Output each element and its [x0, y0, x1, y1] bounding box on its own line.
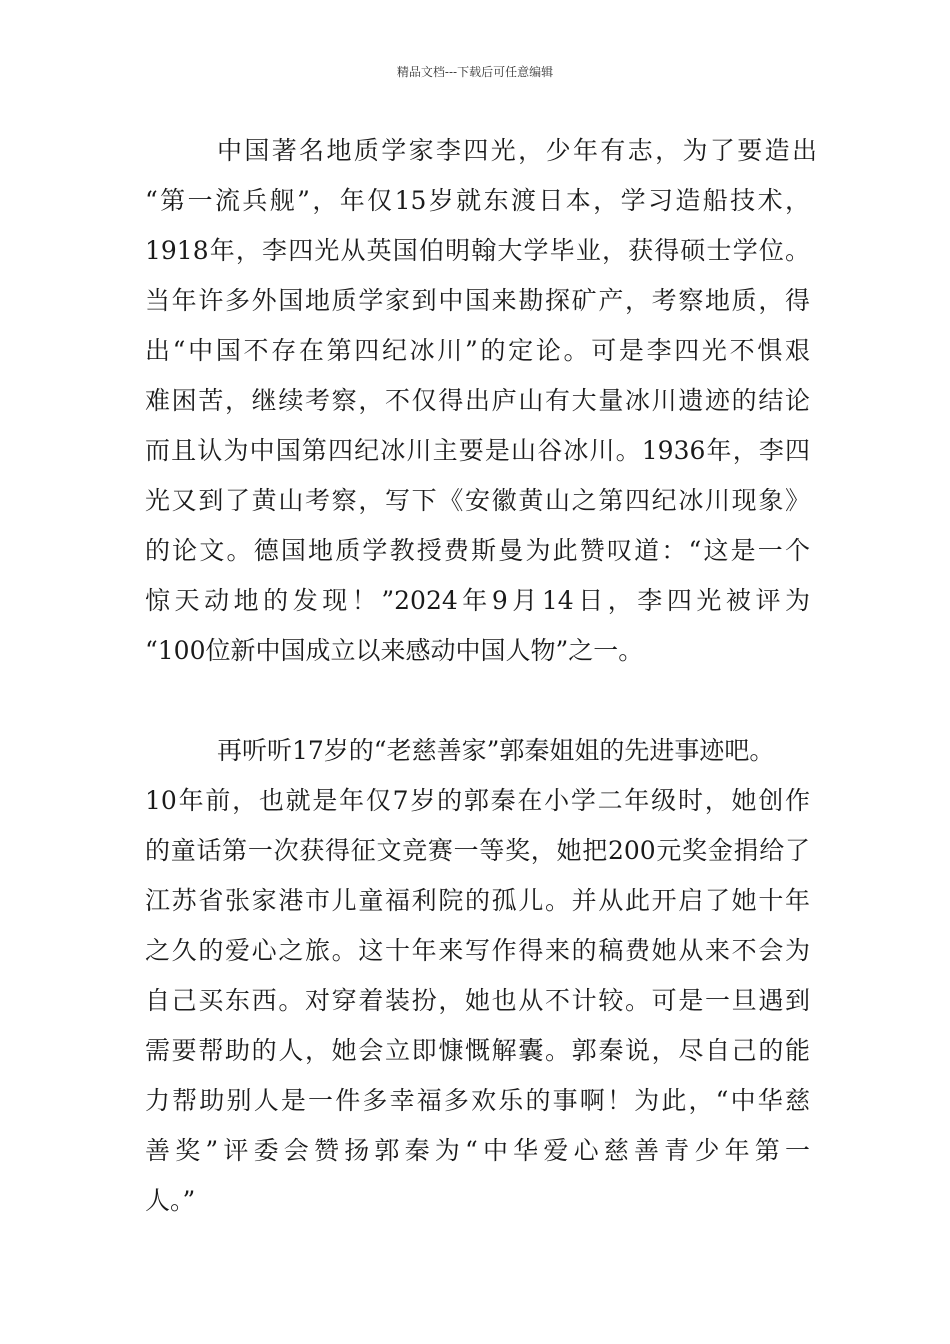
paragraph-line: 而且认为中国第四纪冰川主要是山谷冰川。1936年，李四 [145, 436, 810, 465]
paragraph-line: 人。” [145, 1186, 196, 1215]
paragraph-line: 江苏省张家港市儿童福利院的孤儿。并从此开启了她十年 [145, 886, 810, 915]
paragraph-line: 自己买东西。对穿着装扮，她也从不计较。可是一旦遇到 [145, 986, 810, 1015]
paragraph-line: 的童话第一次获得征文竞赛一等奖，她把200元奖金捐给了 [145, 836, 810, 865]
paragraph-line: “100位新中国成立以来感动中国人物”之一。 [145, 636, 644, 665]
paragraph-line: 出“中国不存在第四纪冰川”的定论。可是李四光不惧艰 [145, 336, 810, 365]
paragraph-line: 需要帮助的人，她会立即慷慨解囊。郭秦说，尽自己的能 [145, 1036, 810, 1065]
page-header: 精品文档---下载后可任意编辑 [396, 65, 554, 79]
paragraph-line: 的论文。德国地质学教授费斯曼为此赞叹道：“这是一个 [145, 536, 810, 565]
paragraph-line: 光又到了黄山考察，写下《安徽黄山之第四纪冰川现象》 [145, 486, 810, 515]
paragraph-line: 中国著名地质学家李四光，少年有志，为了要造出 [217, 136, 817, 165]
paragraph-line: 1918年，李四光从英国伯明翰大学毕业，获得硕士学位。 [145, 236, 810, 265]
paragraph-line: 善奖”评委会赞扬郭秦为“中华爱心慈善青少年第一 [145, 1136, 810, 1165]
paragraph-line: 力帮助别人是一件多幸福多欢乐的事啊！为此，“中华慈 [145, 1086, 810, 1115]
paragraph-line: 难困苦，继续考察，不仅得出庐山有大量冰川遗迹的结论 [145, 386, 810, 415]
paragraph-line: 之久的爱心之旅。这十年来写作得来的稿费她从来不会为 [145, 936, 810, 965]
paragraph-line: 当年许多外国地质学家到中国来勘探矿产，考察地质，得 [145, 286, 810, 315]
paragraph-line: “第一流兵舰”，年仅15岁就东渡日本，学习造船技术， [145, 186, 810, 215]
paragraph-line: 10年前，也就是年仅7岁的郭秦在小学二年级时，她创作 [145, 786, 810, 815]
paragraph-line: 再听听17岁的“老慈善家”郭秦姐姐的先进事迹吧。 [217, 736, 775, 765]
paragraph-line: 惊天动地的发现！”2024年9月14日，李四光被评为 [145, 586, 810, 615]
